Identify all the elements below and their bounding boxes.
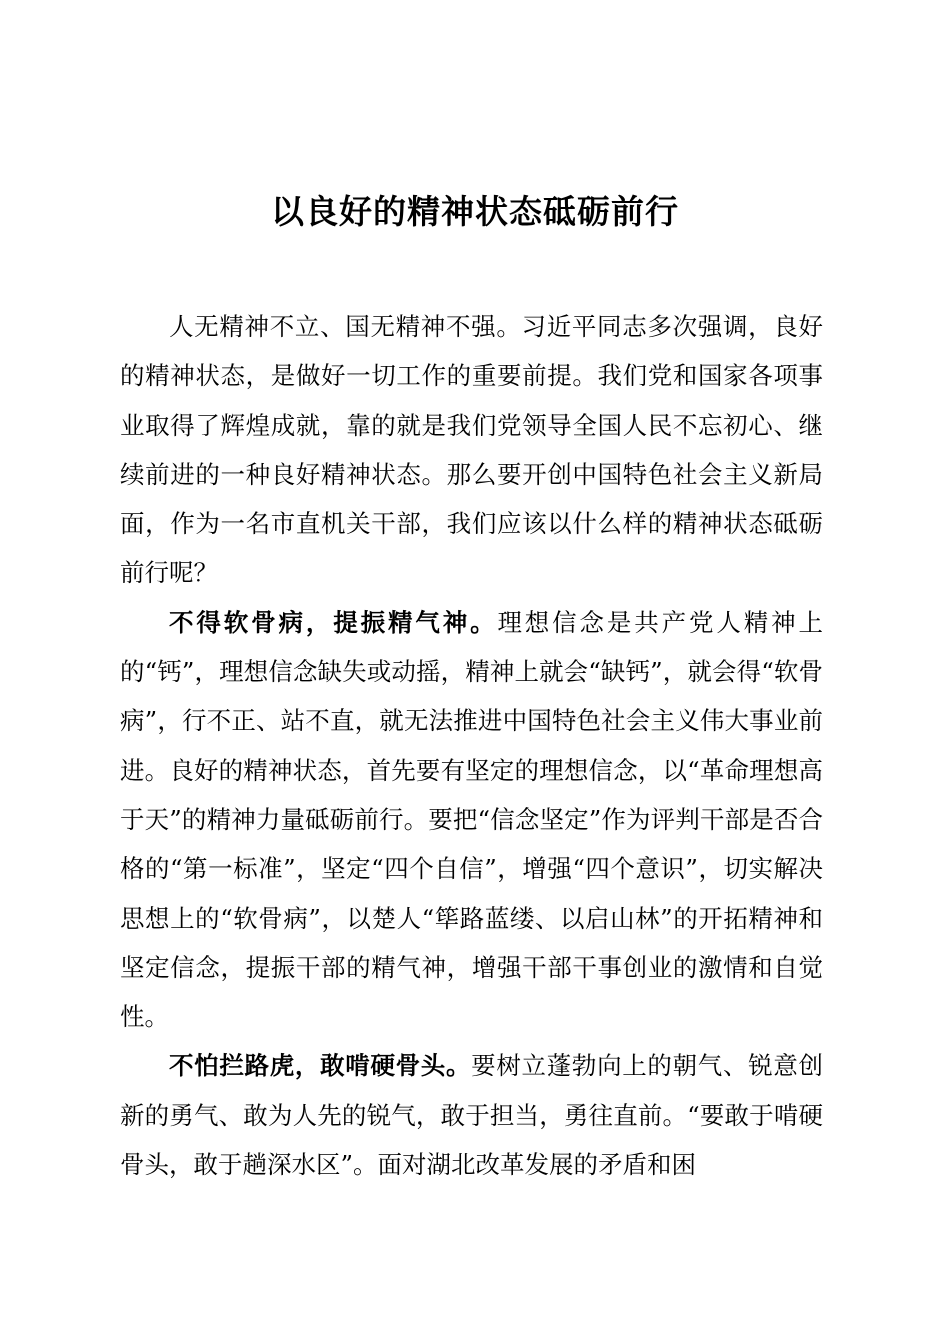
paragraph-lead: 不怕拦路虎，敢啃硬骨头。 bbox=[169, 1051, 472, 1081]
paragraph-text: 人无精神不立、国无精神不强。习近平同志多次强调，良好的精神状态，是做好一切工作的重要前提。我们党和国家各项事业取得了辉煌成就，靠的就是我们党领导全国人民不忘初心、继续前进的一种良好精神状态。那么要开创中国特色社会主义新局面，作为一名市直机关干部，我们应该以什么样的精神状态砥砺前行呢？ bbox=[120, 312, 823, 588]
paragraph-intro bbox=[120, 302, 823, 598]
paragraph-text: 理想信念是共产党人精神上的“钙”，理想信念缺失或动摇，精神上就会“缺钙”，就会得“软骨病”，行不正、站不直，就无法推进中国特色社会主义伟大事业前进。良好的精神状态，首先要有坚定的理想信念，以“革命理想高于天”的精神力量砥砺前行。要把“信念坚定”作为评判干部是否合格的“第一标准”，坚定“四个自信”，增强“四个意识”，切实解决思想上的“软骨病”，以楚人“筚路蓝缕、以启山林”的开拓精神和坚定信念，提振干部的精气神，增强干部干事创业的激情和自觉性。 bbox=[120, 607, 824, 1032]
paragraph-spirit bbox=[120, 598, 823, 1042]
paragraph-lead: 不得软骨病，提振精气神。 bbox=[169, 607, 498, 637]
paragraph-text: 要树立蓬勃向上的朝气、锐意创新的勇气、敢为人先的锐气，敢于担当，勇往直前。“要敢于啃硬骨头，敢于趟深水区”。面对湖北改革发展的矛盾和困 bbox=[120, 1051, 824, 1180]
document-body bbox=[120, 302, 823, 1189]
document-title: 以良好的精神状态砥砺前行 bbox=[271, 192, 679, 231]
paragraph-courage bbox=[120, 1041, 823, 1189]
